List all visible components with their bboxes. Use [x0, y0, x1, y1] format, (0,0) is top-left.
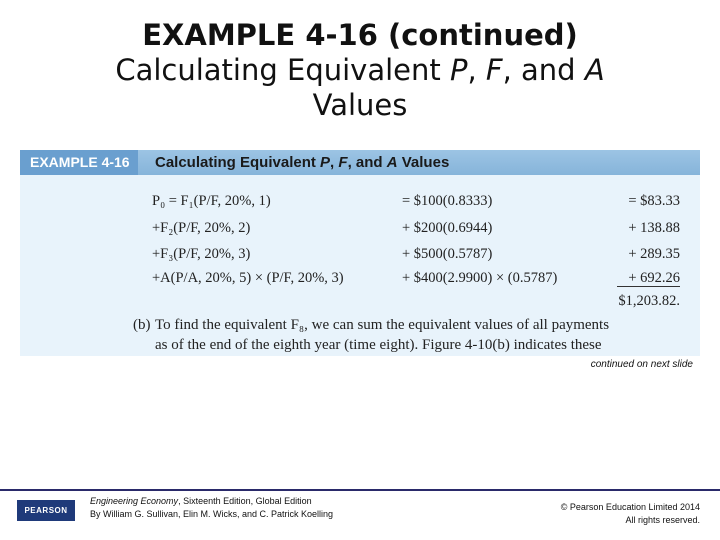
heading-a: A: [386, 154, 398, 171]
sum-rule: [617, 286, 680, 287]
title-a: A: [584, 53, 605, 87]
heading-sep: , and: [347, 154, 387, 171]
part-b-line1: To find the equivalent F₈, we can sum the equivalent values of all payments: [155, 317, 610, 333]
copyright-line: © Pearson Education Limited 2014: [560, 502, 700, 512]
equation-left: +F₃(P/F, 20%, 3): [152, 246, 251, 262]
part-b-tag: (b): [133, 317, 151, 333]
equation-left: +A(P/A, 20%, 5) × (P/F, 20%, 3): [152, 270, 344, 286]
heading-text: Calculating Equivalent: [155, 154, 321, 171]
book-edition: , Sixteenth Edition, Global Edition: [178, 496, 312, 506]
equation-left: P₀ = F₁(P/F, 20%, 1): [152, 193, 271, 209]
footer-citation: [90, 495, 333, 521]
footer-authors: By William G. Sullivan, Elin M. Wicks, and C. Patrick Koelling: [90, 509, 334, 519]
part-b-line2: as of the end of the eighth year (time eight). Figure 4-10(b) indicates these: [155, 337, 602, 353]
equation-mid: + $500(0.5787): [402, 246, 493, 262]
equation-left: +F₂(P/F, 20%, 2): [152, 220, 251, 236]
title-sep: , and: [502, 53, 585, 87]
equation-right: + 138.88: [628, 220, 680, 236]
example-tab: EXAMPLE 4-16: [20, 150, 138, 175]
title-p: P: [449, 53, 468, 87]
slide-title-line1: EXAMPLE 4-16 (continued): [142, 18, 578, 52]
equation-mid: = $100(0.8333): [402, 193, 493, 209]
slide-title-line2: [0, 53, 720, 88]
footer-book-line: [90, 495, 333, 508]
heading-text: Values: [397, 154, 450, 171]
book-title: Engineering Economy: [90, 496, 179, 506]
rights-line: All rights reserved.: [625, 515, 700, 525]
heading-p: P: [320, 154, 331, 171]
slide-title: [0, 18, 720, 123]
title-sep: ,: [467, 53, 486, 87]
heading-sep: ,: [330, 154, 339, 171]
pearson-logo: PEARSON: [17, 500, 75, 521]
total-value: $1,203.82.: [618, 293, 680, 309]
heading-f: F: [338, 154, 348, 171]
title-text: Calculating Equivalent: [115, 53, 450, 87]
equation-right: + 692.26: [628, 270, 680, 286]
example-heading: [155, 150, 449, 175]
slide-title-line3: Values: [312, 88, 408, 122]
equation-right: = $83.33: [628, 193, 680, 209]
equation-right: + 289.35: [628, 246, 680, 262]
equation-mid: + $400(2.9900) × (0.5787): [402, 270, 558, 286]
footer-copyright: [561, 501, 700, 527]
footer-divider: [0, 489, 720, 491]
continued-note: continued on next slide: [590, 359, 693, 370]
equation-mid: + $200(0.6944): [402, 220, 493, 236]
title-f: F: [485, 53, 503, 87]
